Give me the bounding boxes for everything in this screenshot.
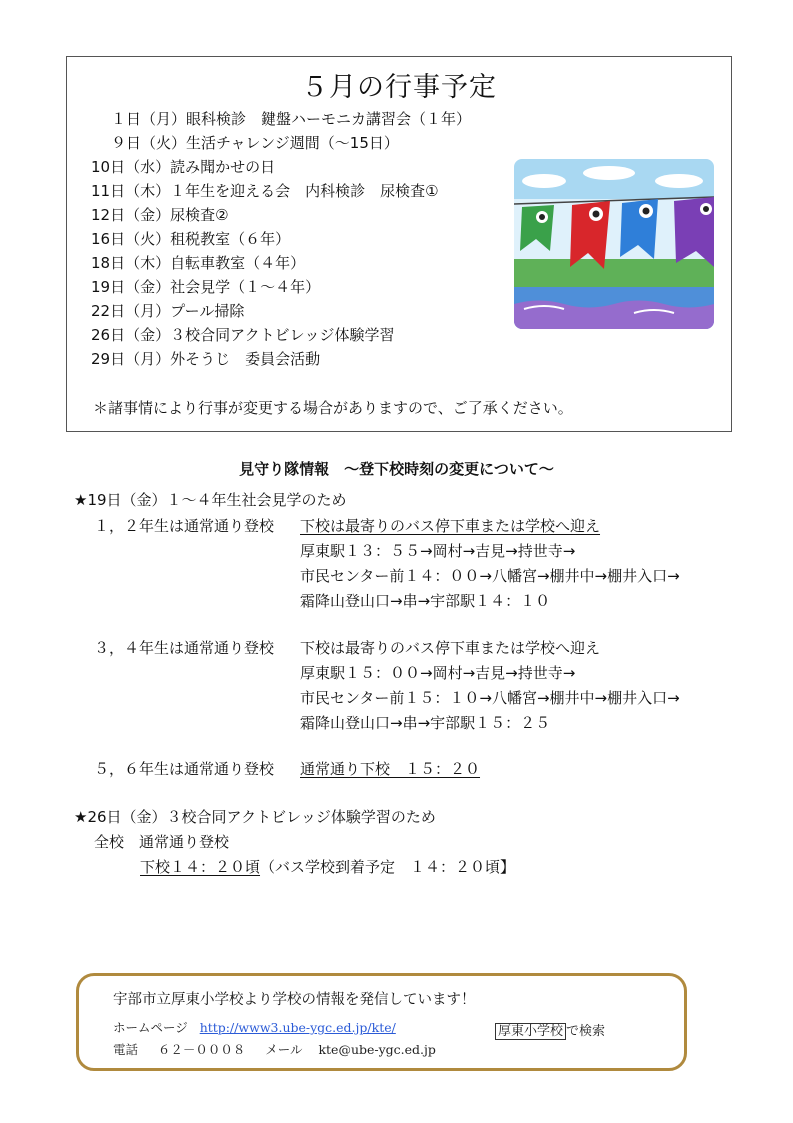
events-notice: ＊諸事情により行事が変更する場合がありますので、ご了承ください。 (93, 399, 573, 417)
homepage-row (113, 1018, 396, 1036)
footer-box (76, 973, 687, 1071)
section2-all-school: 全校 通常通り登校 (94, 833, 230, 851)
homepage-link[interactable]: http://www3.ube-ygc.ed.jp/kte/ (199, 1020, 396, 1035)
grade56-label: ５，６年生は通常通り登校 (94, 760, 275, 778)
grade34-dismissal: 下校は最寄りのバス停下車または学校へ迎え (300, 639, 601, 657)
phone-label: 電話 (113, 1042, 139, 1057)
grade56-dismissal: 通常通り下校 １５：２０ (300, 760, 481, 778)
mail-label: メール (265, 1042, 303, 1057)
homepage-label: ホームページ (113, 1020, 188, 1035)
event-item: 16日（火）租税教室（６年） (91, 230, 291, 248)
grade12-route: 厚東駅１３：５５→岡村→吉見→持世寺→ (300, 542, 576, 560)
grade12-route: 市民センター前１４：００→八幡宮→棚井中→棚井入口→ (300, 567, 680, 585)
event-item: 12日（金）尿検査② (91, 206, 229, 224)
search-hint (495, 1020, 605, 1039)
event-item: ９日（火）生活チャレンジ週間（〜15日） (111, 134, 399, 152)
search-suffix: で検索 (566, 1024, 606, 1039)
event-item: 18日（木）自転車教室（４年） (91, 254, 306, 272)
event-item: 19日（金）社会見学（１〜４年） (91, 278, 321, 296)
event-item: 11日（木）１年生を迎える会 内科検診 尿検査① (91, 182, 439, 200)
grade12-label: １，２年生は通常通り登校 (94, 517, 275, 535)
event-item: １日（月）眼科検診 鍵盤ハーモニカ講習会（１年） (111, 110, 472, 128)
phone-number: ６２－０００８ (157, 1042, 246, 1057)
section2-bus-arrival: （バス学校到着予定 １４：２０頃】 (260, 858, 516, 876)
section2-dismissal (140, 856, 515, 877)
section2-dismissal-time: 下校１４：２０頃 (140, 858, 261, 876)
section1-heading: ★19日（金）１～４年生社会見学のため (74, 491, 347, 509)
mail-address[interactable]: kte@ube-ygc.ed.jp (318, 1042, 436, 1057)
watch-title: 見守り隊情報 ～登下校時刻の変更について～ (239, 460, 554, 478)
grade12-route: 霜降山登山口→串→宇部駅１４：１０ (300, 592, 551, 610)
grade12-dismissal: 下校は最寄りのバス停下車または学校へ迎え (300, 517, 601, 535)
grade34-label: ３，４年生は通常通り登校 (94, 639, 275, 657)
event-item: 29日（月）外そうじ 委員会活動 (91, 350, 321, 368)
events-title: ５月の行事予定 (301, 72, 497, 103)
grade34-route: 厚東駅１５：００→岡村→吉見→持世寺→ (300, 664, 576, 682)
event-item: 10日（水）読み聞かせの日 (91, 158, 276, 176)
grade34-route: 市民センター前１５：１０→八幡宮→棚井中→棚井入口→ (300, 689, 680, 707)
event-item: 26日（金）３校合同アクトビレッジ体験学習 (91, 326, 395, 344)
grade34-route: 霜降山登山口→串→宇部駅１５：２５ (300, 714, 551, 732)
contact-row (113, 1040, 436, 1058)
footer-title: 宇部市立厚東小学校より学校の情報を発信しています！ (113, 992, 476, 1008)
search-term-box: 厚東小学校 (495, 1023, 566, 1040)
section2-heading: ★26日（金）３校合同アクトビレッジ体験学習のため (74, 808, 436, 826)
koinobori-illustration (514, 159, 714, 329)
events-box (66, 56, 732, 432)
event-item: 22日（月）プール掃除 (91, 302, 245, 320)
